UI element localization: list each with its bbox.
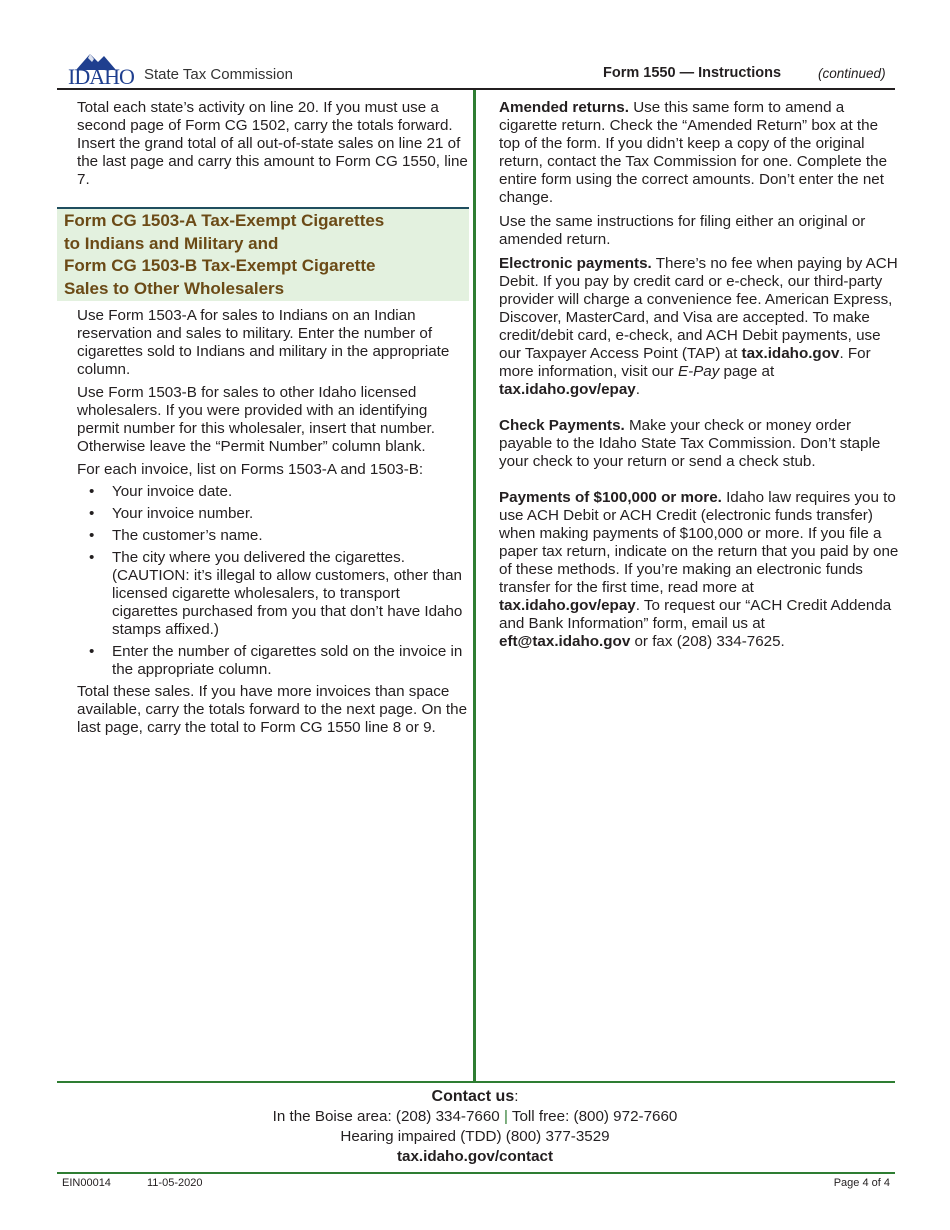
section-heading-line: Form CG 1503-B Tax-Exempt Cigarette [64,256,376,275]
tdd-phone: Hearing impaired (TDD) (800) 377-3529 [340,1128,610,1145]
electronic-payments-paragraph [499,255,899,399]
amended-returns-text: Use this same form to amend a cigarette return. Check the “Amended Return” box at the top of the form. If you didn’t keep a copy of the original return, contact the Tax Commission for one. Complete the entire form using the correct amounts. Don’t enter the net change. [499,99,888,206]
header-divider [57,88,895,90]
boise-phone: In the Boise area: (208) 334-7660 [272,1108,500,1125]
form-title: Form 1550 — Instructions [603,65,782,81]
left-column [57,99,469,737]
contact-title: Contact us [431,1088,515,1105]
electronic-payments-text: . [635,381,640,398]
form-code: EIN00014 [62,1177,111,1189]
electronic-payments-text: page at [719,363,775,380]
epay-link[interactable]: tax.idaho.gov/epay [499,381,636,398]
contact-phones [0,1107,950,1127]
invoice-bullet-list [77,483,469,679]
large-payments-text: Idaho law requires you to use ACH Debit or ACH Credit (electronic funds transfer) when making payments of $100,000 or more. If you file a paper tax return, indicate on the return that you paid by one of these methods. If you’re making an electronic funds transfer for the first time, read more at [499,489,899,596]
list-item-text: Your invoice number. [112,505,254,522]
same-instructions-paragraph: Use the same instructions for filing either an original or amended return. [499,213,866,248]
list-item [77,505,469,523]
paren-close: ) [881,66,886,81]
mountain-logo-icon [68,50,142,86]
large-payments-text: or fax (208) 334-7625. [630,633,785,650]
check-payments-paragraph [499,417,899,471]
electronic-payments-text: . For more information, visit our [499,345,871,380]
revision-date: 11-05-2020 [147,1177,203,1189]
large-payments-text: . To request our “ACH Credit Addenda and Bank Information” form, email us at [499,597,892,632]
footer-bottom-divider [57,1172,895,1174]
invoice-list-intro: For each invoice, list on Forms 1503-A and 1503-B: [77,461,424,478]
bullet-icon: • [89,549,95,566]
section-heading-line: to Indians and Military and [64,233,279,253]
list-item-text: Enter the number of cigarettes sold on the invoice in the appropriate column. [112,643,463,678]
continued-label [818,66,886,81]
tollfree-phone: Toll free: (800) 972-7660 [511,1108,678,1125]
totals-paragraph: Total these sales. If you have more invoices than space available, carry the totals forward to the next page. On the last page, carry the total to Form CG 1550 line 8 or 9. [77,683,468,736]
page-header [0,0,950,90]
contact-block [0,1087,950,1167]
contact-colon: : [514,1088,519,1105]
idaho-logo [68,50,308,86]
bullet-icon: • [89,527,95,544]
check-payments-title: Check Payments. [499,417,625,434]
tap-link[interactable]: tax.idaho.gov [741,345,840,362]
svg-text:IDAHO: IDAHO [68,64,134,86]
section-heading-line: Sales to Other Wholesalers [64,278,285,298]
list-item-text: The city where you delivered the cigarettes. (CAUTION: it’s illegal to allow customers, other than licensed cigarette wholesalers, to transport cigarettes purchased from you that don’t have Idaho stamps affixed.) [112,549,463,638]
list-item [77,643,469,679]
form-1503b-paragraph: Use Form 1503-B for sales to other Idaho licensed wholesalers. If you were provided with an identifying permit number for this wholesaler, insert that number. Otherwise leave the “Permit Number” column blank. [77,384,435,455]
electronic-payments-text: There’s no fee when paying by ACH Debit. If you pay by credit card or e-check, our third-party provider will charge a convenience fee. American Express, Discover, MasterCard, and Visa are accepted. To make credit/debit card, e-check, and ACH Debit payments, use our Taxpayer Access Point (TAP) at [499,255,898,362]
continued-text: continued [822,66,882,81]
right-column [499,99,899,657]
list-item [77,549,469,639]
separator: | [503,1108,508,1125]
eft-email-link[interactable]: eft@tax.idaho.gov [499,633,631,650]
contact-link[interactable]: tax.idaho.gov/contact [396,1148,554,1165]
epay-link[interactable]: tax.idaho.gov/epay [499,597,636,614]
list-item-text: Your invoice date. [112,483,233,500]
column-divider [473,90,476,1081]
large-payments-title: Payments of $100,000 or more. [499,489,722,506]
check-payments-text: Make your check or money order payable to the Idaho State Tax Commission. Don’t staple your check to your return or send a check stub. [499,417,881,470]
agency-name: State Tax Commission [144,66,293,83]
list-item-text: The customer’s name. [112,527,263,544]
list-item [77,527,469,545]
large-payments-paragraph [499,489,899,651]
amended-returns-title: Amended returns. [499,99,629,116]
bullet-icon: • [89,505,95,522]
section-heading-line: Form CG 1503-A Tax-Exempt Cigarettes [64,211,385,230]
bullet-icon: • [89,643,95,660]
intro-paragraph: Total each state’s activity on line 20. If you must use a second page of Form CG 1502, carry the totals forward. Insert the grand total of all out-of-state sales on line 21 of the last page and carry this amount to Form CG 1550, line 7. [77,99,468,188]
paren-open: ( [818,66,823,81]
bullet-icon: • [89,483,95,500]
amended-returns-paragraph [499,99,899,207]
footer-divider [57,1081,895,1083]
page-number: Page 4 of 4 [833,1177,890,1189]
epay-label: E-Pay [677,363,720,380]
electronic-payments-title: Electronic payments. [499,255,652,272]
form-1503a-paragraph: Use Form 1503-A for sales to Indians on an Indian reservation and sales to military. Enter the number of cigarettes sold to Indians and military in the appropriate column. [77,307,450,378]
contact-title-line [0,1087,950,1107]
list-item [77,483,469,501]
section-heading [57,207,469,301]
